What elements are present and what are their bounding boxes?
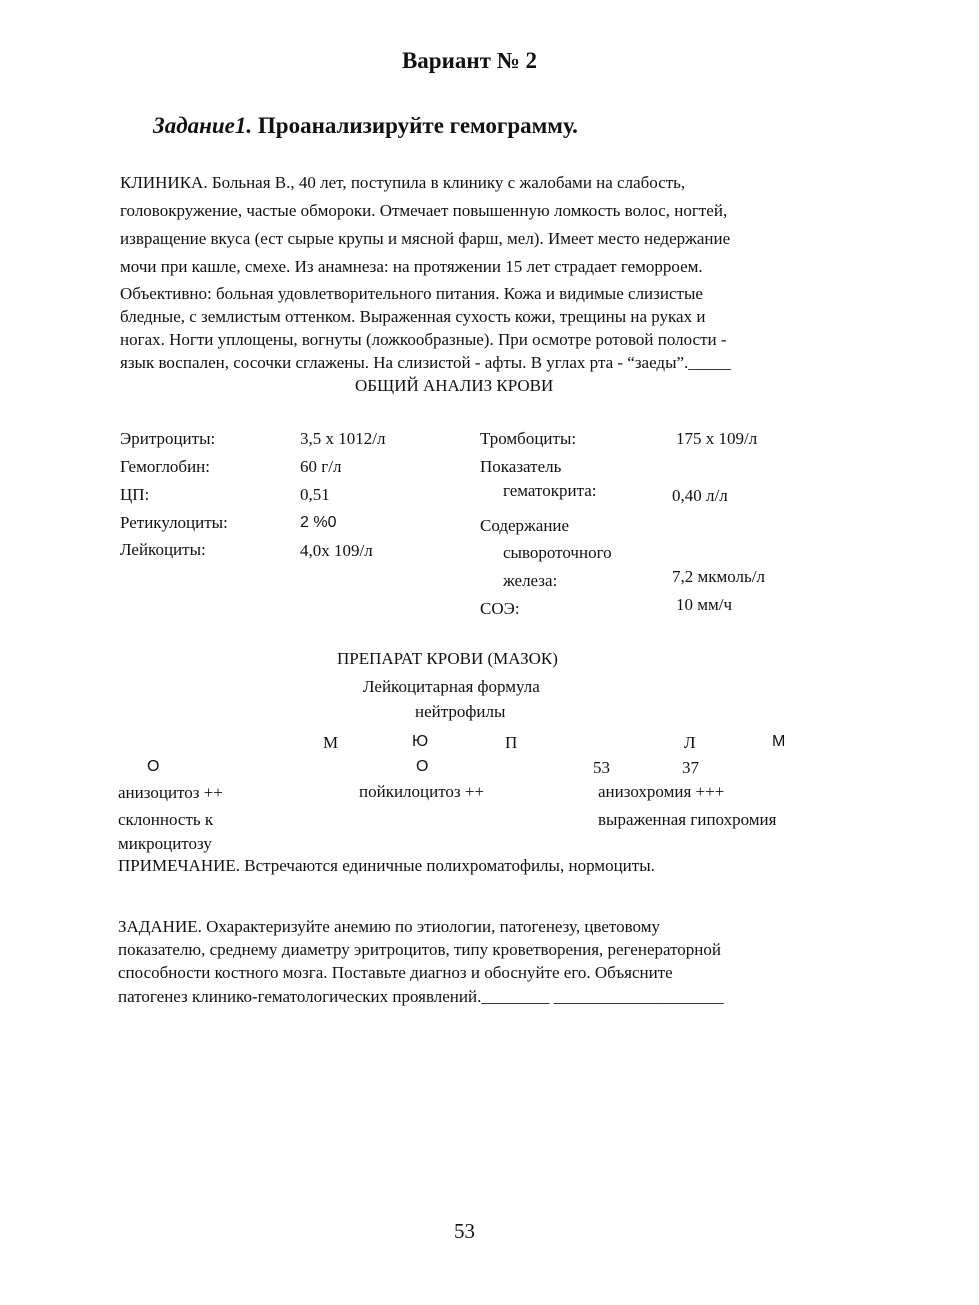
note: ПРИМЕЧАНИЕ. Встречаются единичные полихроматофилы, нормоциты. — [118, 856, 655, 875]
hematocrit-label-2: гематокрита: — [503, 481, 597, 500]
microcytosis-line-2: микроцитозу — [118, 834, 212, 853]
task-line-4: патогенез клинико-гематологических проявлений.________ ____________________ — [118, 987, 724, 1006]
page-number: 53 — [454, 1219, 475, 1243]
esr-value: 10 мм/ч — [676, 595, 733, 614]
leukocyte-formula-label: Лейкоцитарная формула — [363, 677, 540, 696]
task-line-1: ЗАДАНИЕ. Охарактеризуйте анемию по этиологии, патогенезу, цветовому — [118, 917, 660, 936]
clinic-line-5: Объективно: больная удовлетворительного питания. Кожа и видимые слизистые — [120, 284, 703, 303]
variant-title: Вариант № 2 — [401, 48, 538, 73]
esr-label: СОЭ: — [480, 599, 520, 618]
clinic-line-2: головокружение, частые обмороки. Отмечает повышенную ломкость волос, ногтей, — [120, 201, 728, 220]
neutrophils-label: нейтрофилы — [415, 702, 506, 721]
platelets-value: 175 х 109/л — [676, 429, 758, 448]
blood-analysis-header: ОБЩИЙ АНАЛИЗ КРОВИ — [355, 376, 554, 395]
reticulocytes-label: Ретикулоциты: — [120, 513, 228, 532]
hemoglobin-value: 60 г/л — [300, 457, 342, 476]
task-text: Проанализируйте гемограмму. — [257, 113, 578, 138]
task-heading — [153, 113, 578, 139]
leukocytes-value: 4,0х 109/л — [300, 541, 373, 560]
clinic-line-3: извращение вкуса (ест сырые крупы и мясной фарш, мел). Имеет место недержание — [120, 229, 731, 248]
col-juvenile: Ю — [412, 733, 429, 750]
leukocytes-label: Лейкоциты: — [120, 540, 206, 559]
hemoglobin-label: Гемоглобин: — [120, 457, 210, 476]
iron-label-1: Содержание — [480, 516, 570, 535]
reticulocytes-value: 2 %0 — [300, 514, 337, 531]
task-label: Задание1. — [153, 113, 253, 138]
poikilocytosis: пойкилоцитоз ++ — [359, 782, 485, 801]
iron-value: 7,2 мкмоль/л — [672, 567, 765, 586]
lymphocytes-value: 37 — [682, 758, 699, 777]
clinic-line-4: мочи при кашле, смехе. Из анамнеза: на протяжении 15 лет страдает геморроем. — [120, 257, 703, 276]
smear-header: ПРЕПАРАТ КРОВИ (МАЗОК) — [337, 649, 558, 668]
cp-value: 0,51 — [300, 485, 330, 504]
clinic-line-1: КЛИНИКА. Больная В., 40 лет, поступила в клинику с жалобами на слабость, — [120, 173, 686, 192]
platelets-label: Тромбоциты: — [480, 429, 577, 448]
clinic-line-8: язык воспален, сосочки сглажены. На слизистой - афты. В углах рта - “заеды”._____ — [120, 353, 731, 372]
erythrocytes-label: Эритроциты: — [120, 429, 216, 448]
col-band: П — [505, 733, 518, 752]
clinic-line-7: ногах. Ногти уплощены, вогнуты (ложкообразные). При осмотре ротовой полости - — [120, 330, 727, 349]
row-basophils: О — [147, 758, 160, 775]
anisocytosis: анизоцитоз ++ — [118, 783, 223, 802]
segmented-value: 53 — [593, 758, 610, 777]
anisochromia: анизохромия +++ — [598, 782, 725, 801]
col-myelocytes: М — [323, 733, 339, 752]
col-monocytes: М — [772, 733, 786, 750]
iron-label-2: сывороточного — [503, 543, 612, 562]
task-line-2: показателю, среднему диаметру эритроцитов, типу кроветворения, регенераторной — [118, 940, 722, 959]
microcytosis-line-1: склонность к — [118, 810, 214, 829]
erythrocytes-value: 3,5 х 1012/л — [300, 429, 386, 448]
iron-label-3: железа: — [503, 571, 558, 590]
col-lymphocytes: Л — [684, 733, 696, 752]
hypochromia: выраженная гипохромия — [598, 810, 777, 829]
hematocrit-label-1: Показатель — [480, 457, 562, 476]
clinic-line-6: бледные, с землистым оттенком. Выраженная сухость кожи, трещины на руках и — [120, 307, 706, 326]
cp-label: ЦП: — [120, 485, 150, 504]
row-juvenile-value: О — [416, 758, 429, 775]
hematocrit-value: 0,40 л/л — [672, 486, 728, 505]
task-line-3: способности костного мозга. Поставьте диагноз и обоснуйте его. Объясните — [118, 963, 673, 982]
